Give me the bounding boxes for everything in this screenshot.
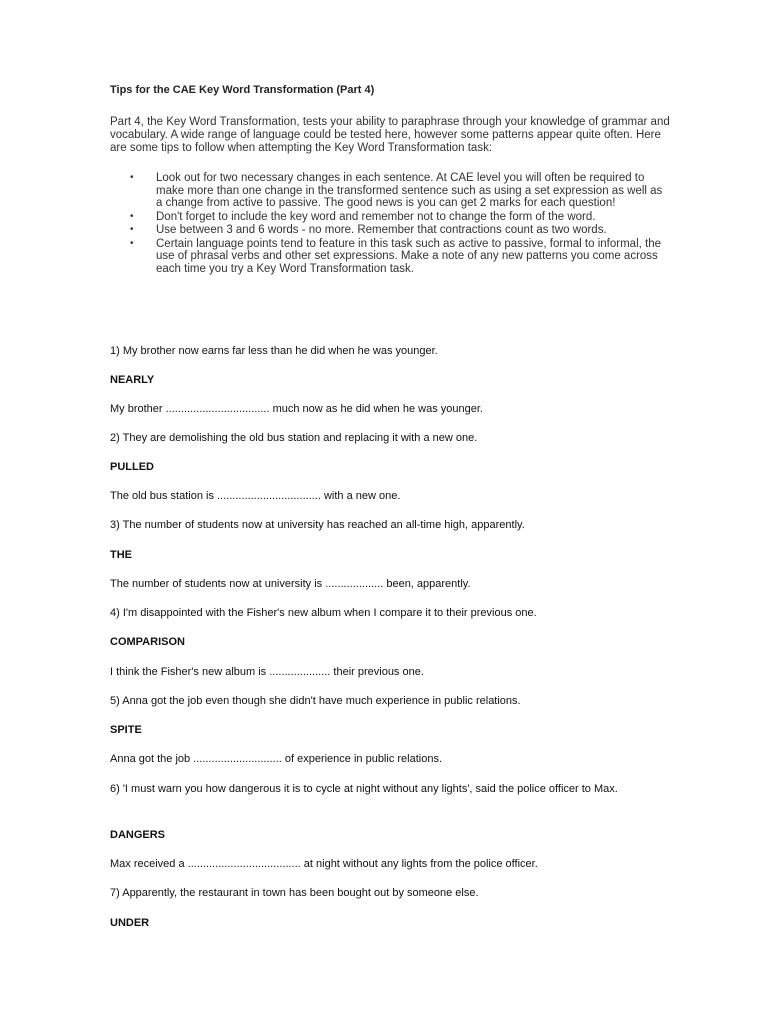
question-answer-line: My brother .................................. much now as he did when he was younger. — [110, 403, 483, 415]
question-keyword: UNDER — [110, 917, 150, 929]
question-keyword: DANGERS — [110, 829, 166, 841]
tip-item — [110, 224, 670, 237]
question-answer-line: I think the Fisher's new album is .................... their previous one. — [110, 666, 424, 678]
question-answer-line: Max received a ..................................... at night without any lights from the police officer. — [110, 858, 538, 870]
tips-list — [110, 172, 670, 276]
bullet-icon: • — [130, 210, 134, 222]
question-prompt: 6) 'I must warn you how dangerous it is to cycle at night without any lights', said the police officer to Max. — [110, 783, 618, 795]
tip-item — [110, 211, 670, 224]
question-answer-line: Anna got the job ............................. of experience in public relations. — [110, 753, 443, 765]
question-prompt: 5) Anna got the job even though she didn't have much experience in public relations. — [110, 695, 521, 707]
question-keyword: PULLED — [110, 461, 154, 473]
bullet-icon: • — [130, 224, 134, 235]
question-prompt: 1) My brother now earns far less than he did when he was younger. — [110, 345, 438, 357]
tip-text: Certain language points tend to feature in this task such as active to passive, formal to informal, the use of phrasal verbs and other set expressions. Make a note of any new patterns you come across each time you try a Key Word Transformation task. — [156, 237, 661, 275]
tip-item — [110, 172, 670, 210]
question-keyword: THE — [110, 549, 132, 561]
question-answer-line: The old bus station is .................................. with a new one. — [110, 490, 401, 502]
tip-text: Don't forget to include the key word and remember not to change the form of the word. — [156, 210, 596, 223]
intro-paragraph: Part 4, the Key Word Transformation, tests your ability to paraphrase through your knowledge of grammar and vocabulary. A wide range of language could be tested here, however some patterns appear quite often. Here are some tips to follow when attempting the Key Word Transformation task: — [110, 116, 670, 154]
question-answer-line: The number of students now at university is ................... been, apparently. — [110, 578, 471, 590]
question-keyword: SPITE — [110, 724, 142, 736]
question-keyword: NEARLY — [110, 374, 155, 386]
document-title: Tips for the CAE Key Word Transformation (Part 4) — [110, 84, 375, 96]
tip-text: Use between 3 and 6 words - no more. Remember that contractions count as two words. — [156, 224, 607, 236]
tip-text: Look out for two necessary changes in each sentence. At CAE level you will often be required to make more than one change in the transformed sentence such as using a set expression as well as a change from active to passive. The good news is you can get 2 marks for each question! — [156, 172, 663, 209]
tip-item — [110, 238, 670, 276]
bullet-icon: • — [130, 172, 134, 183]
question-prompt: 4) I'm disappointed with the Fisher's new album when I compare it to their previous one. — [110, 607, 537, 619]
question-prompt: 7) Apparently, the restaurant in town has been bought out by someone else. — [110, 887, 479, 899]
question-keyword: COMPARISON — [110, 636, 185, 648]
question-prompt: 3) The number of students now at university has reached an all-time high, apparently. — [110, 519, 525, 531]
question-prompt: 2) They are demolishing the old bus station and replacing it with a new one. — [110, 432, 478, 444]
bullet-icon: • — [130, 237, 134, 249]
